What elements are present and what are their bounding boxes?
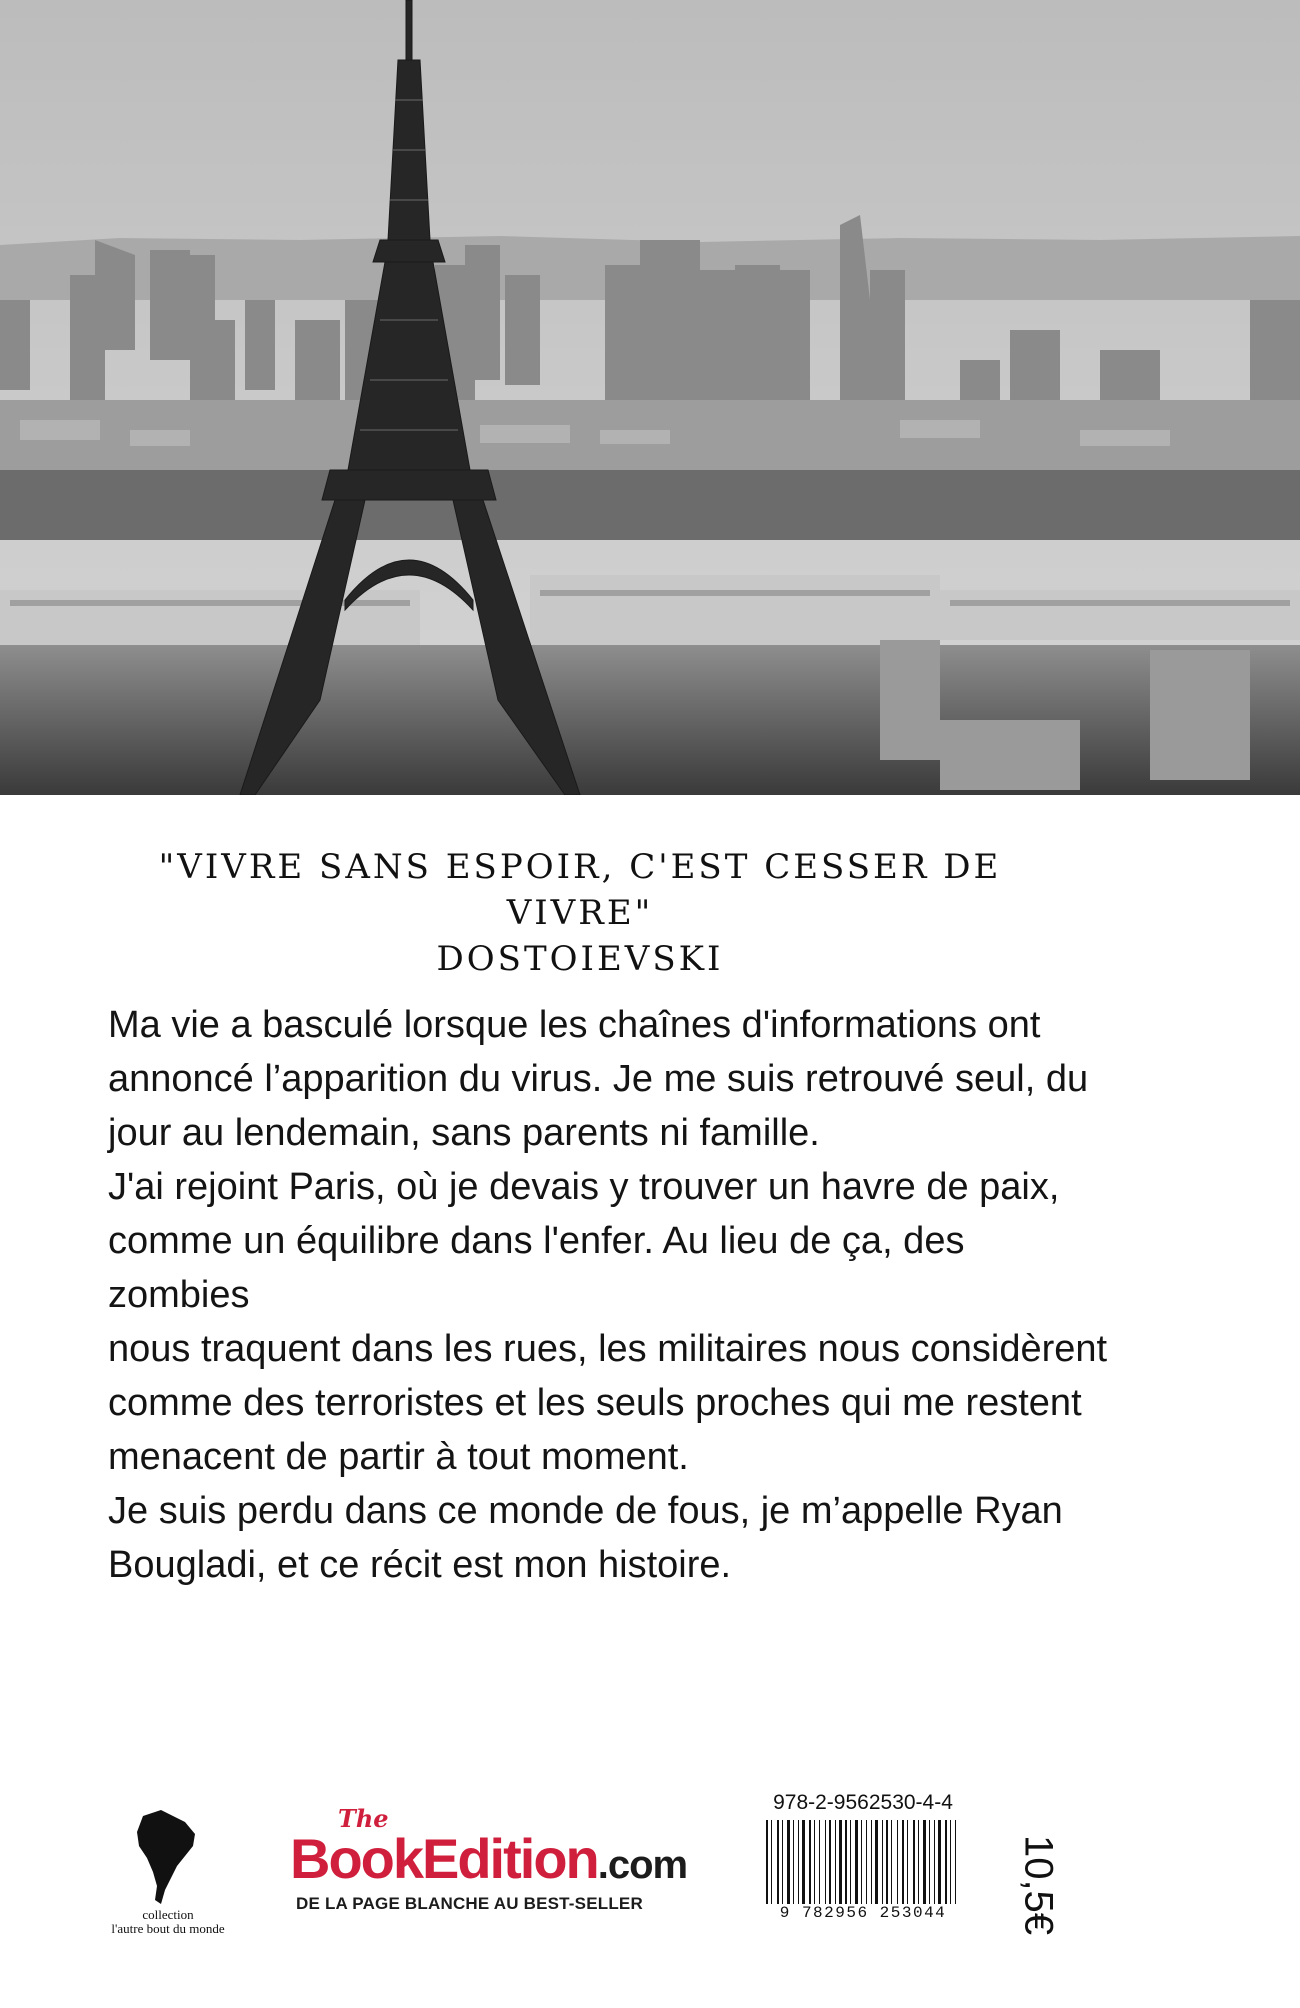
ean-right-group: 253044 (879, 1904, 947, 1922)
blurb-paragraph: J'ai rejoint Paris, où je devais y trouver un havre de paix, (108, 1166, 1060, 1208)
barcode-bar (839, 1820, 842, 1904)
barcode-bar (845, 1820, 847, 1904)
publisher-tagline: DE LA PAGE BLANCHE AU BEST-SELLER (296, 1894, 643, 1913)
barcode-bar (782, 1820, 783, 1904)
barcode-bar (771, 1820, 772, 1904)
publisher-n: n (565, 1827, 598, 1890)
publisher-o: o (533, 1827, 566, 1890)
collection-label: collection (142, 1907, 194, 1922)
barcode-bar (923, 1820, 926, 1904)
barcode-bar (855, 1820, 858, 1904)
barcode-bar (861, 1820, 862, 1904)
barcode-bar (793, 1820, 794, 1904)
barcode-bar (850, 1820, 851, 1904)
barcode-bar (809, 1820, 811, 1904)
barcode-bar (866, 1820, 867, 1904)
quote-author: DOSTOIEVSKI (436, 939, 724, 979)
collection-name: l'autre bout du monde (111, 1921, 225, 1936)
publisher-domain: .com (597, 1843, 688, 1887)
back-cover-blurb (108, 998, 1108, 1592)
barcode-bar (819, 1820, 820, 1904)
barcode-bar (945, 1820, 947, 1904)
cover-photo (0, 0, 1300, 795)
barcode-bar (829, 1820, 831, 1904)
barcode-bar (787, 1820, 790, 1904)
quote-text: "VIVRE SANS ESPOIR, C'EST CESSER DE VIVRE" (158, 847, 1002, 933)
barcode-bar (835, 1820, 836, 1904)
blurb-paragraph: Je suis perdu dans ce monde de fous, je m’appelle Ryan Bougladi, et ce récit est mon histoire. (108, 1490, 1063, 1586)
epigraph-quote (150, 844, 1010, 982)
south-america-icon (133, 1808, 203, 1908)
price-label (1008, 1810, 1068, 1960)
barcode-bar (777, 1820, 779, 1904)
barcode-bar (913, 1820, 915, 1904)
barcode-bar (871, 1820, 872, 1904)
barcode-bar (938, 1820, 941, 1904)
isbn-number: 978-2-9562530-4-4 (773, 1791, 953, 1814)
barcode-bar (814, 1820, 815, 1904)
ean-left-group: 782956 (801, 1904, 869, 1922)
ean-digits (758, 1904, 968, 1922)
barcode-bar (907, 1820, 908, 1904)
barcode-bar (918, 1820, 919, 1904)
paris-skyline-image (0, 0, 1300, 795)
isbn-barcode (758, 1790, 968, 1940)
barcode-bar (929, 1820, 930, 1904)
blurb-paragraph: Ma vie a basculé lorsque les chaînes d'informations ont annoncé l’apparition du virus. Je me suis retrouvé seul, du jour au lendemain, sans parents ni famille. (108, 1004, 1089, 1154)
barcode-bar (802, 1820, 805, 1904)
barcode-bar (875, 1820, 878, 1904)
collection-logo (108, 1808, 228, 1938)
price-value: 10,5€ (1016, 1834, 1061, 1936)
barcode-bar (825, 1820, 826, 1904)
blurb-paragraph: comme un équilibre dans l'enfer. Au lieu de ça, des zombies (108, 1220, 965, 1316)
barcode-bar (766, 1820, 768, 1904)
barcode-bars (758, 1820, 968, 1904)
barcode-bar (798, 1820, 799, 1904)
publisher-the: The (338, 1804, 389, 1833)
blurb-paragraph: nous traquent dans les rues, les militaires nous considèrent comme des terroristes et les seuls proches qui me restent menacent de partir à tout moment. (108, 1328, 1108, 1478)
barcode-bar (882, 1820, 883, 1904)
barcode-bar (891, 1820, 892, 1904)
publisher-book: BookEditi (290, 1827, 534, 1890)
barcode-bar (934, 1820, 935, 1904)
barcode-bar (950, 1820, 951, 1904)
publisher-logo (290, 1806, 710, 1926)
barcode-bar (955, 1820, 956, 1904)
ean-first-digit: 9 (779, 1904, 791, 1922)
barcode-bar (897, 1820, 898, 1904)
publisher-name (290, 1828, 687, 1896)
barcode-bar (886, 1820, 888, 1904)
barcode-bar (902, 1820, 904, 1904)
